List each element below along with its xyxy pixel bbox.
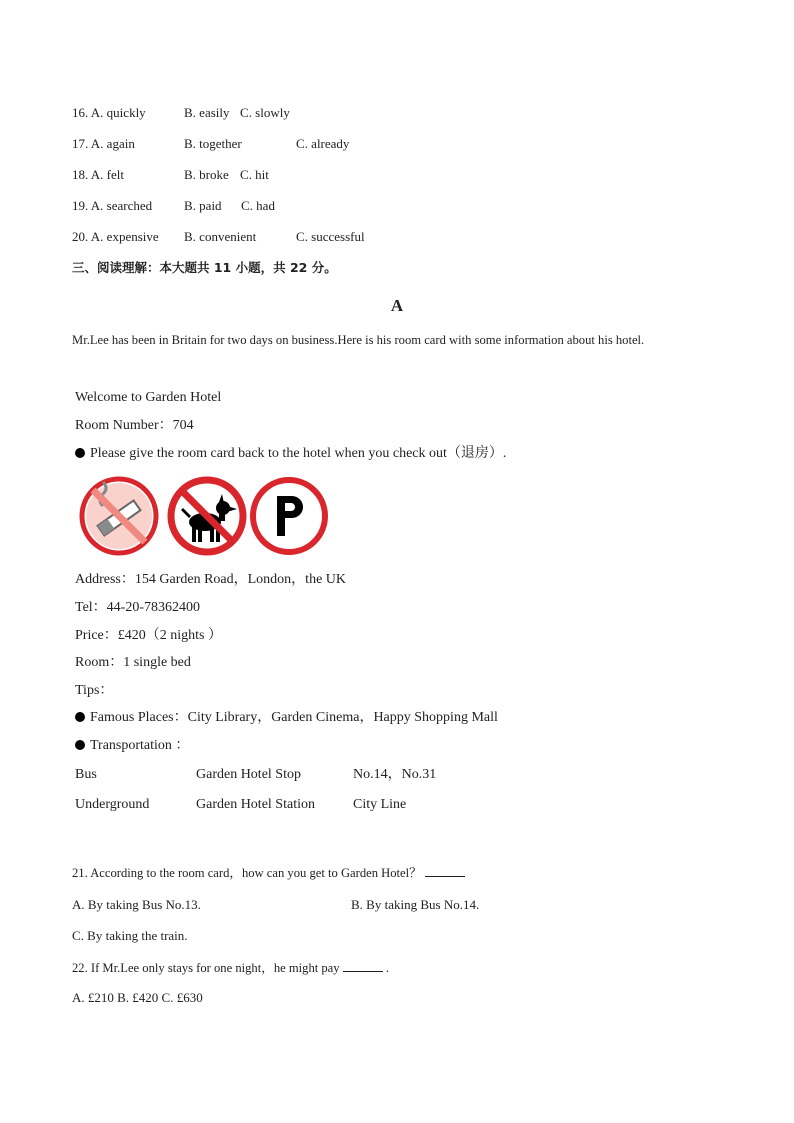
option-b: B. easily [184,105,230,120]
option-b: B. paid [184,198,222,213]
q21-option-c: C. By taking the train. [72,928,188,943]
card-notice [75,446,506,462]
question-number: 19. [72,198,89,213]
card-tel: Tel：44-20-78362400 [75,600,201,615]
option-line-18 [72,167,124,183]
option-line-20 [72,229,159,245]
option-a: A. quickly [90,105,146,120]
option-line-16 [72,105,146,121]
option-b: B. convenient [184,229,257,244]
question-end: . [385,961,390,975]
option-line-17 [72,136,135,152]
bullet-icon [75,448,85,458]
parking-icon [249,476,329,556]
option-c: C. slowly [240,105,290,120]
question-22-stem [72,959,389,976]
question-text: 21. According to the room card，how can you get to Garden Hotel？ [72,866,422,880]
transport-text: Transportation ： [90,738,190,753]
q21-option-b: B. By taking Bus No.14. [351,897,480,912]
question-number: 20. [72,229,89,244]
no-dogs-icon [167,476,247,556]
card-transportation [75,738,189,754]
passage-intro: Mr.Lee has been in Britain for two days on business.Here is his room card with some information about his hotel. [72,333,645,347]
question-text: 22. If Mr.Lee only stays for one night，he might pay [72,961,340,975]
question-21-stem [72,864,465,881]
transport-stop: Garden Hotel Station [196,797,315,812]
card-room: Room：1 single bed [75,655,191,670]
option-a: A. felt [90,167,125,182]
card-price: Price：£420（2 nights ） [75,628,222,643]
q22-options: A. £210 B. £420 C. £630 [72,990,203,1005]
question-number: 16. [72,105,89,120]
answer-blank [343,959,383,972]
transport-stop: Garden Hotel Stop [196,767,301,782]
option-c: C. hit [240,167,269,182]
card-famous-places [75,710,498,726]
q21-option-a: A. By taking Bus No.13. [72,897,201,912]
transport-mode: Bus [75,767,97,782]
option-a: A. searched [90,198,153,213]
option-c: C. had [241,198,275,213]
transport-line: No.14，No.31 [353,767,437,782]
passage-label: A [390,296,404,315]
option-b: B. broke [184,167,229,182]
famous-text: Famous Places：City Library，Garden Cinema，Happy Shopping Mall [90,710,498,725]
card-address: Address：154 Garden Road，London，the UK [75,572,347,587]
option-a: A. again [90,136,135,151]
option-line-19 [72,198,152,214]
question-number: 17. [72,136,89,151]
card-tips: Tips： [75,683,114,698]
option-c: C. successful [296,229,365,244]
option-a: A. expensive [90,229,159,244]
card-welcome: Welcome to Garden Hotel [75,390,222,405]
answer-blank [425,864,465,877]
card-room-number: Room Number：704 [75,418,194,433]
bullet-icon [75,712,85,722]
option-b: B. together [184,136,242,151]
bullet-icon [75,740,85,750]
notice-text: Please give the room card back to the hotel when you check out（退房）. [90,446,507,461]
question-number: 18. [72,167,89,182]
transport-line: City Line [353,797,407,812]
transport-mode: Underground [75,797,150,812]
section-heading: 三、阅读理解：本大题共 11 小题，共 22 分。 [72,260,337,275]
option-c: C. already [296,136,350,151]
no-smoking-icon [79,476,159,556]
